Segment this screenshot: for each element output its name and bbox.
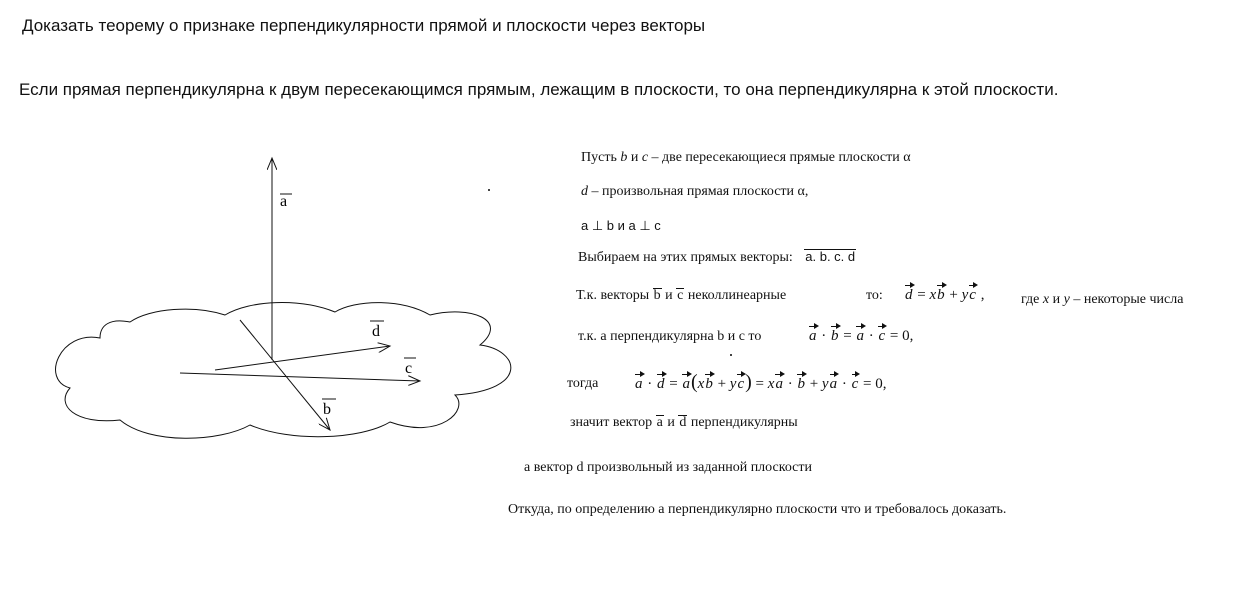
formula-dot-products: a · b = a · c = 0,	[808, 324, 913, 345]
vector-c-line	[180, 373, 420, 381]
formula-d-decomposition: d = xb + yc ,	[904, 283, 984, 304]
proof-line-2: d – произвольная прямая плоскости α,	[581, 184, 809, 199]
proof-line-5: Т.к. векторы b и c неколлинеарные	[576, 288, 787, 303]
vector-diagram	[0, 140, 540, 460]
proof-line-3: a ⊥ b и a ⊥ c	[581, 218, 661, 233]
proof-line-9: а вектор d произвольный из заданной плоскости	[524, 460, 812, 475]
proof-line-7: тогда	[567, 376, 599, 391]
stray-dot	[488, 189, 490, 191]
proof-line-8: значит вектор a и d перпендикулярны	[570, 415, 798, 430]
theorem-statement: Если прямая перпендикулярна к двум пересекающимся прямым, лежащим в плоскости, то она перпендикулярна к этой плоскости.	[19, 80, 1059, 99]
proof-line-4: Выбираем на этих прямых векторы: a. b. c. d	[578, 249, 856, 265]
stray-dot	[730, 354, 732, 356]
formula-a-dot-d: a · d = a(xb + yc) = xa · b + ya · c = 0,	[635, 371, 887, 393]
proof-line-10: Откуда, по определению a перпендикулярно плоскости что и требовалось доказать.	[508, 502, 1007, 517]
proof-line-1: Пусть b и c – две пересекающиеся прямые плоскости α	[581, 150, 911, 165]
proof-line-5-where: где x и y – некоторые числа	[1021, 292, 1184, 307]
proof-line-6: т.к. a перпендикулярна b и c то	[578, 329, 762, 344]
proof-line-5-to: то:	[866, 288, 883, 303]
plane-cloud	[56, 303, 511, 439]
label-d: d	[372, 323, 380, 340]
label-a: a	[280, 193, 288, 210]
label-b: b	[323, 401, 331, 418]
label-c: c	[405, 360, 413, 377]
vector-d-line	[215, 346, 390, 370]
page-title: Доказать теорему о признаке перпендикулярности прямой и плоскости через векторы	[22, 16, 706, 35]
